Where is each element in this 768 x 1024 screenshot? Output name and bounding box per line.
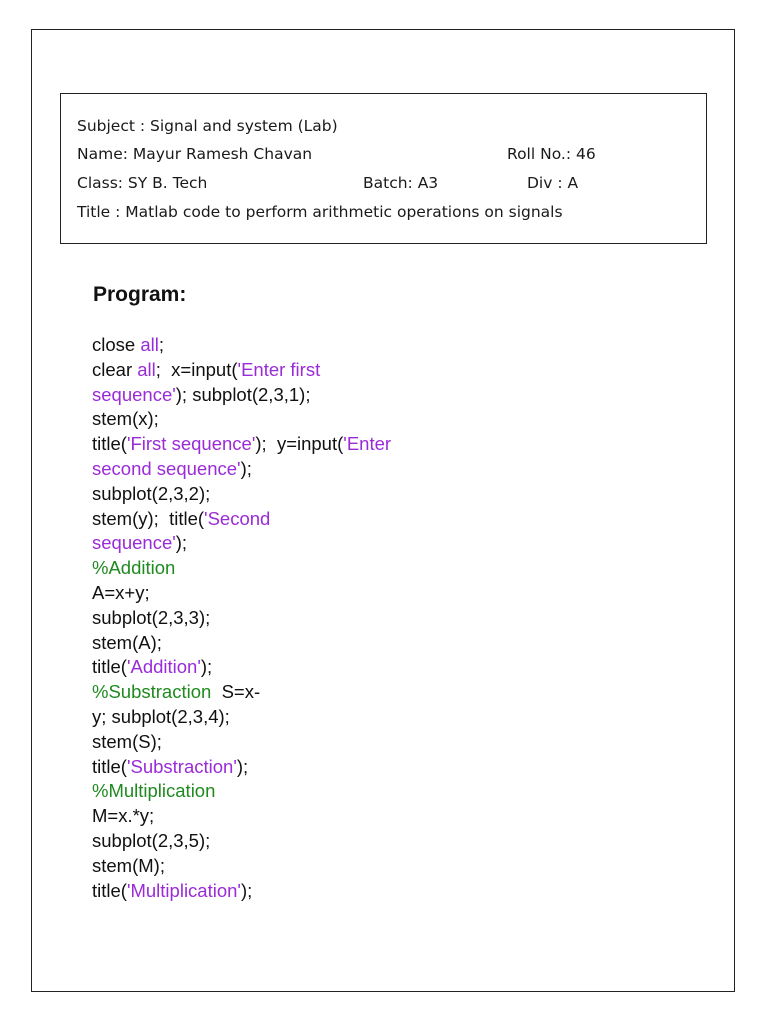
code-line — [92, 383, 391, 408]
code-comment: %Addition — [92, 557, 176, 579]
code-line — [92, 457, 391, 482]
code-string: all — [140, 334, 159, 355]
code-line — [92, 804, 391, 829]
code-string: sequence' — [92, 532, 176, 554]
code-line — [92, 829, 391, 854]
code-text: title( — [92, 879, 127, 901]
code-text: title( — [92, 433, 127, 455]
code-text: ); — [236, 755, 249, 777]
code-text: ); — [240, 879, 253, 901]
code-string: sequence' — [92, 383, 176, 405]
name-line: Name: Mayur Ramesh Chavan — [77, 145, 313, 163]
code-text: stem(x); — [92, 408, 159, 430]
code-line — [92, 730, 391, 755]
code-string: second sequence' — [92, 457, 241, 479]
code-block — [92, 333, 391, 903]
code-line — [92, 333, 391, 358]
code-text: close — [92, 334, 141, 355]
batch-line: Batch: A3 — [363, 174, 439, 192]
code-text: A=x+y; — [92, 581, 150, 603]
code-text: clear — [92, 358, 138, 380]
code-text: stem(S); — [92, 730, 162, 752]
code-text: y; subplot(2,3,4); — [92, 705, 230, 727]
code-line — [92, 531, 391, 556]
code-text: title( — [92, 755, 127, 777]
code-string: 'Multiplication' — [126, 879, 241, 901]
code-line — [92, 432, 391, 457]
class-line: Class: SY B. Tech — [77, 174, 208, 192]
code-text: stem(M); — [92, 854, 165, 876]
code-text: ); y=input( — [255, 433, 344, 455]
code-comment: %Substraction — [92, 681, 212, 703]
code-line — [92, 581, 391, 606]
code-string: 'Enter — [343, 433, 392, 455]
code-string: 'Enter first — [237, 358, 321, 380]
code-text: S=x- — [211, 681, 261, 703]
code-text: subplot(2,3,5); — [92, 829, 211, 851]
code-text: stem(y); title( — [92, 507, 205, 529]
program-heading: Program: — [93, 283, 187, 306]
code-text: ); — [240, 457, 252, 479]
code-line — [92, 407, 391, 432]
code-text: stem(A); — [92, 631, 162, 653]
code-line — [92, 655, 391, 680]
code-line — [92, 507, 391, 532]
roll-number: Roll No.: 46 — [507, 145, 596, 163]
code-string: 'Addition' — [126, 656, 201, 678]
code-comment: %Multiplication — [92, 780, 216, 802]
code-line — [92, 358, 391, 383]
code-line — [92, 779, 391, 804]
code-string: 'Substraction' — [126, 755, 237, 777]
code-text: M=x.*y; — [92, 805, 155, 827]
code-string: 'Second — [204, 507, 271, 529]
code-text: ; — [158, 334, 164, 355]
code-line — [92, 606, 391, 631]
title-line: Title : Matlab code to perform arithmetic operations on signals — [77, 203, 563, 221]
code-line — [92, 879, 391, 904]
code-text: title( — [92, 656, 127, 678]
code-string: all — [137, 358, 156, 380]
code-string: 'First sequence' — [126, 433, 256, 455]
code-text: ; x=input( — [155, 358, 238, 380]
code-line — [92, 556, 391, 581]
code-line — [92, 854, 391, 879]
code-line — [92, 631, 391, 656]
code-text: subplot(2,3,2); — [92, 482, 211, 504]
code-line — [92, 755, 391, 780]
subject-line: Subject : Signal and system (Lab) — [77, 117, 338, 135]
code-line — [92, 482, 391, 507]
header-box — [60, 93, 707, 244]
code-text: ); — [175, 532, 188, 554]
code-text: ); subplot(2,3,1); — [175, 383, 311, 405]
code-text: subplot(2,3,3); — [92, 606, 211, 628]
code-line — [92, 705, 391, 730]
division-line: Div : A — [527, 174, 579, 192]
code-line — [92, 680, 391, 705]
code-text: ); — [200, 656, 213, 678]
